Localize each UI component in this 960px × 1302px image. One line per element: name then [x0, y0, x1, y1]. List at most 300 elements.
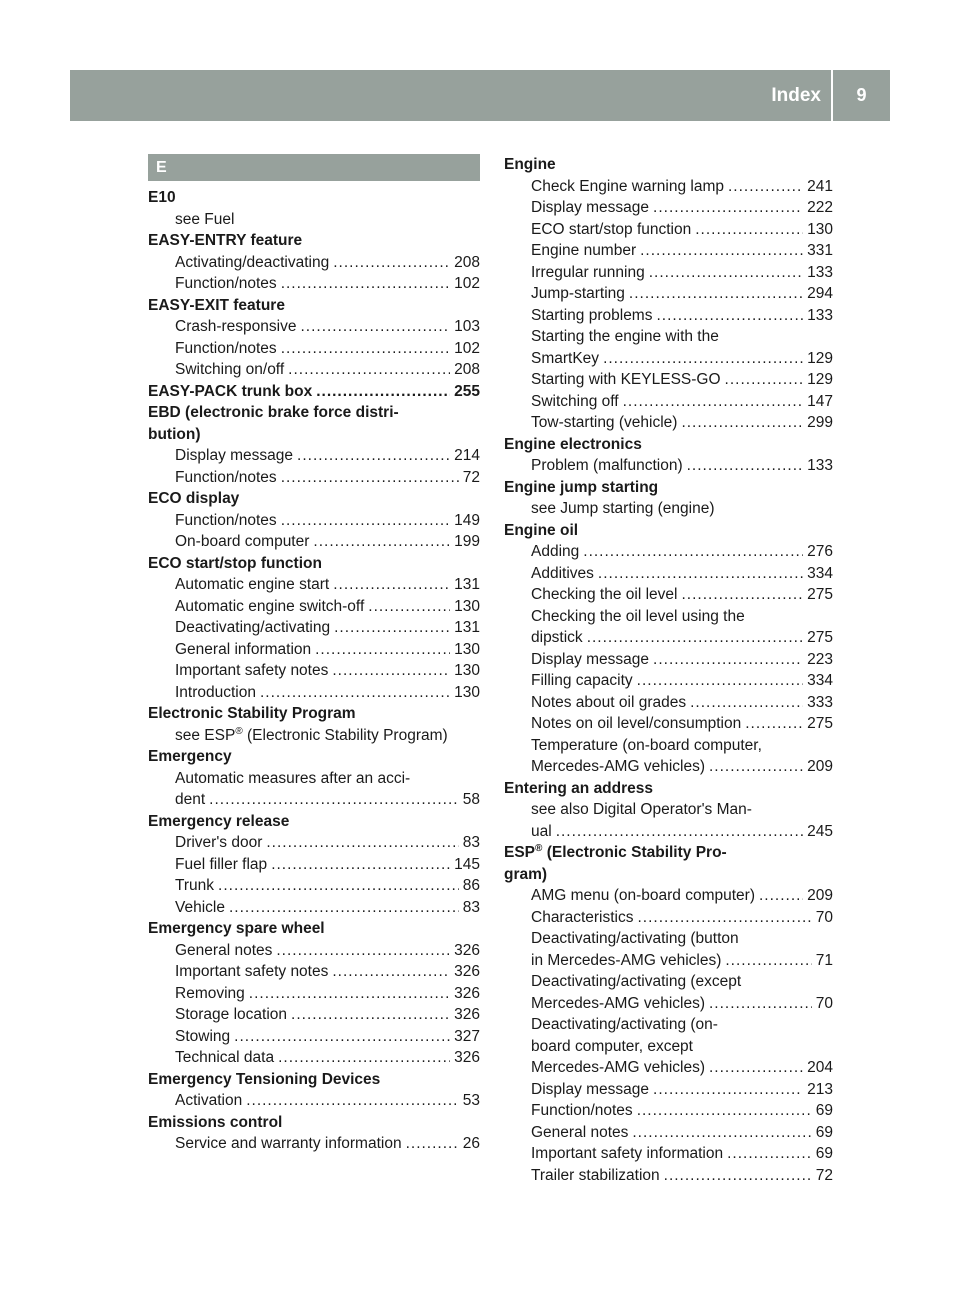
index-entry — [148, 1069, 480, 1112]
entry-text: Trunk — [175, 877, 215, 894]
entry-heading: Emergency — [148, 748, 232, 765]
sub-entry — [148, 832, 480, 854]
entry-text: Function/notes — [175, 275, 277, 292]
entry-heading: Emergency release — [148, 812, 290, 830]
leader-dots — [681, 412, 803, 434]
page-ref: 326 — [454, 1006, 480, 1023]
page-ref: 72 — [462, 468, 480, 486]
page-ref: 53 — [462, 1092, 480, 1109]
page-ref: 294 — [807, 285, 833, 302]
sub-entry — [504, 950, 833, 972]
sub-entry: see Fuel — [175, 210, 235, 228]
sub-entry — [504, 240, 833, 262]
leader-dots — [638, 907, 812, 929]
leader-dots — [316, 381, 450, 403]
entry-text: Function/notes — [175, 339, 277, 357]
sub-entry — [504, 1165, 833, 1187]
sub-entry — [504, 1057, 833, 1079]
entry-text: Storage location — [175, 1006, 288, 1023]
leader-dots — [368, 596, 450, 618]
page-ref: 72 — [815, 1166, 833, 1184]
leader-dots — [234, 1026, 450, 1048]
entry-heading: ESP® (Electronic Stability Pro- — [504, 842, 727, 861]
entry-heading: EASY-ENTRY feature — [148, 232, 303, 249]
entry-text: General information — [175, 640, 312, 658]
sub-entry — [504, 821, 833, 843]
entry-text: EASY-PACK trunk box — [148, 382, 313, 400]
page-ref: 130 — [807, 220, 833, 238]
leader-dots — [271, 854, 450, 876]
leader-dots — [276, 940, 450, 962]
leader-dots — [664, 1165, 812, 1187]
sub-entry: Starting the engine with the — [531, 328, 719, 345]
leader-dots — [291, 1004, 450, 1026]
sub-entry — [148, 574, 480, 596]
entry-heading: Engine oil — [504, 521, 579, 539]
entry-text: Notes on oil level/consumption — [531, 715, 742, 732]
leader-dots — [637, 670, 803, 692]
sub-entry — [504, 907, 833, 929]
entry-text: General notes — [531, 1123, 629, 1141]
page-ref: 275 — [807, 586, 833, 603]
entry-text: Switching on/off — [175, 361, 285, 378]
entry-text: Important safety notes — [175, 963, 329, 980]
entry-heading: Electronic Stability Program — [148, 705, 356, 722]
page-ref: 83 — [462, 834, 480, 851]
sub-entry — [148, 660, 480, 682]
page-ref: 208 — [454, 361, 480, 378]
sub-entry — [148, 682, 480, 704]
entry-text: Stowing — [175, 1027, 231, 1045]
page-ref: 209 — [807, 758, 833, 775]
entry-text: Activation — [175, 1092, 243, 1109]
entry-text: Automatic engine start — [175, 576, 330, 593]
page-ref: 129 — [807, 371, 833, 388]
entry-text: ECO start/stop function — [531, 220, 692, 238]
leader-dots — [583, 541, 803, 563]
page-ref: 58 — [462, 791, 480, 808]
page-ref: 331 — [807, 242, 833, 259]
entry-text: dipstick — [531, 629, 583, 646]
page-ref: 326 — [454, 1049, 480, 1066]
sub-entry — [148, 961, 480, 983]
header-title: Index — [771, 85, 821, 106]
entry-text: Function/notes — [175, 511, 277, 529]
leader-dots — [333, 252, 450, 274]
sub-entry — [148, 1133, 480, 1155]
entry-text: Starting problems — [531, 306, 653, 324]
sub-entry: board computer, except — [531, 1037, 693, 1055]
page-ref: 130 — [454, 597, 480, 615]
sub-entry — [504, 1100, 833, 1122]
leader-dots — [637, 1100, 812, 1122]
index-entry — [148, 295, 480, 381]
index-entry — [504, 434, 833, 477]
sub-entry — [504, 1143, 833, 1165]
section-letter: E — [148, 154, 480, 181]
entry-text: Display message — [531, 199, 650, 216]
leader-dots — [681, 584, 803, 606]
sub-entry: Checking the oil level using the — [531, 607, 745, 625]
entry-text: Notes about oil grades — [531, 693, 687, 711]
entry-heading — [148, 381, 480, 403]
page-ref: 334 — [807, 564, 833, 582]
entry-heading: Emergency spare wheel — [148, 920, 325, 937]
sub-entry — [148, 467, 480, 489]
page-ref: 69 — [815, 1123, 833, 1141]
entry-text: ual — [531, 822, 552, 840]
entry-text: Display message — [531, 650, 650, 668]
leader-dots — [246, 1090, 459, 1112]
sub-entry — [504, 455, 833, 477]
sub-entry — [504, 1079, 833, 1101]
leader-dots — [728, 176, 803, 198]
sub-entry — [504, 713, 833, 735]
entry-text: Activating/deactivating — [175, 253, 330, 271]
entry-text: Jump-starting — [531, 285, 625, 302]
entry-heading: Emergency Tensioning Devices — [148, 1070, 381, 1088]
leader-dots — [249, 983, 450, 1005]
sub-entry — [148, 617, 480, 639]
page-ref: 133 — [807, 306, 833, 324]
entry-text: Mercedes-AMG vehicles) — [531, 1059, 705, 1076]
entry-text: Deactivating/activating — [175, 619, 331, 636]
entry-text: Driver's door — [175, 834, 263, 851]
sub-entry — [148, 940, 480, 962]
page-ref: 130 — [454, 662, 480, 679]
page-ref: 70 — [815, 908, 833, 926]
index-entry — [148, 230, 480, 295]
leader-dots — [281, 273, 450, 295]
page-ref: 131 — [454, 619, 480, 636]
leader-dots — [313, 531, 450, 553]
entry-heading: Emissions control — [148, 1113, 283, 1131]
sub-entry — [504, 348, 833, 370]
sub-entry — [148, 273, 480, 295]
page-ref: 133 — [807, 457, 833, 474]
entry-text: SmartKey — [531, 349, 600, 367]
sub-entry — [148, 983, 480, 1005]
sub-entry — [504, 756, 833, 778]
index-entry — [504, 778, 833, 843]
page-ref: 129 — [807, 349, 833, 367]
index-entry — [148, 1112, 480, 1155]
entry-text: Tow-starting (vehicle) — [531, 414, 678, 431]
sub-entry — [148, 897, 480, 919]
entry-heading: Entering an address — [504, 779, 654, 797]
entry-heading: Engine jump starting — [504, 478, 659, 496]
page-ref: 333 — [807, 693, 833, 711]
entry-heading: Engine electronics — [504, 435, 642, 453]
leader-dots — [759, 885, 803, 907]
sub-entry — [504, 391, 833, 413]
leader-dots — [587, 627, 803, 649]
page-ref: 255 — [454, 382, 480, 400]
entry-text: Additives — [531, 564, 594, 582]
page-ref: 102 — [454, 275, 480, 292]
page-ref: 131 — [454, 576, 480, 593]
entry-heading: EBD (electronic brake force distri- — [148, 404, 399, 421]
leader-dots — [334, 617, 450, 639]
page-ref: 326 — [454, 941, 480, 959]
sub-entry: Deactivating/activating (except — [531, 973, 742, 990]
entry-heading: E10 — [148, 189, 176, 206]
leader-dots — [209, 789, 459, 811]
entry-text: Problem (malfunction) — [531, 457, 683, 474]
entry-text: Display message — [531, 1080, 650, 1098]
sub-entry — [504, 563, 833, 585]
leader-dots — [281, 510, 450, 532]
sub-entry — [504, 283, 833, 305]
sub-entry — [504, 262, 833, 284]
entry-heading-cont: gram) — [504, 865, 548, 883]
sub-entry — [504, 369, 833, 391]
leader-dots — [603, 348, 803, 370]
page-ref: 275 — [807, 629, 833, 646]
entry-text: Checking the oil level — [531, 586, 678, 603]
entry-text: Technical data — [175, 1049, 275, 1066]
leader-dots — [653, 649, 803, 671]
entry-text: Mercedes-AMG vehicles) — [531, 758, 705, 775]
page-ref: 222 — [807, 199, 833, 216]
sub-entry: see ESP® (Electronic Stability Program) — [175, 725, 448, 744]
sub-entry — [148, 445, 480, 467]
sub-entry — [504, 692, 833, 714]
header-bar — [70, 70, 890, 121]
index-entry — [504, 477, 833, 520]
leader-dots — [260, 682, 450, 704]
page-ref: 326 — [454, 984, 480, 1002]
leader-dots — [332, 961, 450, 983]
entry-text: General notes — [175, 941, 273, 959]
index-column-left — [148, 154, 480, 1155]
sub-entry: Automatic measures after an acci- — [175, 769, 411, 787]
entry-text: Adding — [531, 543, 580, 560]
sub-entry: see Jump starting (engine) — [531, 500, 715, 517]
page-ref: 130 — [454, 640, 480, 658]
leader-dots — [725, 369, 804, 391]
sub-entry — [148, 510, 480, 532]
entry-text: Characteristics — [531, 908, 634, 926]
page-ref: 245 — [807, 822, 833, 840]
sub-entry: Deactivating/activating (on- — [531, 1016, 718, 1033]
leader-dots — [333, 574, 450, 596]
sub-entry — [148, 1026, 480, 1048]
entry-text: Check Engine warning lamp — [531, 177, 724, 195]
page-ref: 147 — [807, 392, 833, 410]
leader-dots — [727, 1143, 812, 1165]
entry-text: Important safety information — [531, 1145, 724, 1162]
sub-entry — [148, 854, 480, 876]
page-ref: 86 — [462, 877, 480, 894]
sub-entry — [148, 1090, 480, 1112]
entry-text: Engine number — [531, 242, 637, 259]
entry-heading: Engine — [504, 156, 556, 173]
page-ref: 199 — [454, 533, 480, 550]
entry-text: dent — [175, 791, 206, 808]
sub-entry — [504, 219, 833, 241]
sub-entry — [504, 412, 833, 434]
left-entries — [148, 187, 480, 1155]
sub-entry — [148, 789, 480, 811]
entry-text: in Mercedes-AMG vehicles) — [531, 951, 722, 969]
entry-heading: EASY-EXIT feature — [148, 296, 285, 314]
leader-dots — [218, 875, 459, 897]
entry-text: Fuel filler flap — [175, 855, 268, 873]
leader-dots — [229, 897, 459, 919]
leader-dots — [266, 832, 458, 854]
page-ref: 334 — [807, 672, 833, 689]
leader-dots — [695, 219, 803, 241]
index-entry — [148, 187, 480, 230]
index-entry — [148, 553, 480, 704]
page-ref: 213 — [807, 1080, 833, 1098]
sub-entry — [148, 316, 480, 338]
leader-dots — [709, 993, 812, 1015]
leader-dots — [687, 455, 804, 477]
page-ref: 26 — [462, 1135, 480, 1152]
leader-dots — [623, 391, 804, 413]
index-column-right — [504, 154, 833, 1186]
index-entry — [504, 842, 833, 1186]
leader-dots — [745, 713, 803, 735]
page-ref: 83 — [462, 898, 480, 916]
index-entry — [148, 488, 480, 553]
page-ref: 130 — [454, 683, 480, 701]
entry-text: Mercedes-AMG vehicles) — [531, 994, 705, 1012]
entry-text: AMG menu (on-board computer) — [531, 887, 755, 904]
sub-entry — [148, 338, 480, 360]
sub-entry — [148, 1047, 480, 1069]
entry-text: On-board computer — [175, 533, 310, 550]
leader-dots — [315, 639, 450, 661]
index-entry — [148, 918, 480, 1069]
index-entry — [148, 746, 480, 811]
sub-entry — [148, 531, 480, 553]
sub-entry — [504, 176, 833, 198]
entry-text: Switching off — [531, 392, 619, 410]
sub-entry — [504, 649, 833, 671]
page-ref: 102 — [454, 339, 480, 357]
sub-entry — [504, 627, 833, 649]
sub-entry — [504, 541, 833, 563]
page-ref: 214 — [454, 447, 480, 464]
entry-text: Vehicle — [175, 898, 225, 916]
index-entry — [148, 381, 480, 403]
entry-text: Function/notes — [531, 1102, 633, 1119]
sub-entry: Deactivating/activating (button — [531, 930, 739, 947]
entry-text: Important safety notes — [175, 662, 329, 679]
leader-dots — [297, 445, 450, 467]
leader-dots — [709, 756, 803, 778]
leader-dots — [278, 1047, 450, 1069]
sub-entry — [148, 639, 480, 661]
leader-dots — [332, 660, 450, 682]
entry-text: Filling capacity — [531, 672, 633, 689]
page-ref: 69 — [815, 1102, 833, 1119]
entry-text: Trailer stabilization — [531, 1166, 660, 1184]
page-ref: 70 — [815, 994, 833, 1012]
leader-dots — [725, 950, 811, 972]
index-entry — [148, 703, 480, 746]
page-ref: 69 — [815, 1145, 833, 1162]
page-ref: 276 — [807, 543, 833, 560]
sub-entry — [504, 1122, 833, 1144]
leader-dots — [656, 305, 803, 327]
entry-text: Function/notes — [175, 468, 277, 486]
leader-dots — [709, 1057, 803, 1079]
leader-dots — [281, 338, 450, 360]
page-ref: 223 — [807, 650, 833, 668]
sub-entry — [504, 670, 833, 692]
index-entry — [148, 811, 480, 919]
entry-text: Automatic engine switch-off — [175, 597, 365, 615]
sub-entry — [148, 875, 480, 897]
index-entry — [148, 402, 480, 488]
leader-dots — [632, 1122, 811, 1144]
page-ref: 145 — [454, 855, 480, 873]
leader-dots — [300, 316, 450, 338]
index-entry — [504, 154, 833, 434]
sub-entry — [148, 252, 480, 274]
page-ref: 204 — [807, 1059, 833, 1076]
page-ref: 209 — [807, 887, 833, 904]
right-entries — [504, 154, 833, 1186]
page-ref: 149 — [454, 511, 480, 529]
entry-heading: ECO display — [148, 490, 240, 507]
entry-text: Crash-responsive — [175, 318, 297, 335]
entry-heading: ECO start/stop function — [148, 554, 322, 572]
sub-entry — [504, 197, 833, 219]
page-ref: 275 — [807, 715, 833, 732]
sub-entry — [148, 596, 480, 618]
leader-dots — [690, 692, 803, 714]
page-ref: 327 — [454, 1027, 480, 1045]
index-entry — [504, 520, 833, 778]
entry-text: Removing — [175, 984, 245, 1002]
page-ref: 103 — [454, 318, 480, 335]
page-ref: 133 — [807, 263, 833, 281]
entry-text: Service and warranty information — [175, 1135, 402, 1152]
leader-dots — [281, 467, 459, 489]
leader-dots — [629, 283, 803, 305]
sub-entry — [504, 305, 833, 327]
leader-dots — [556, 821, 803, 843]
page-ref: 299 — [807, 414, 833, 431]
page-ref: 71 — [815, 951, 833, 969]
page-ref: 241 — [807, 177, 833, 195]
sub-entry: Temperature (on-board computer, — [531, 736, 762, 754]
entry-text: Display message — [175, 447, 294, 464]
entry-text: Irregular running — [531, 263, 645, 281]
entry-text: Starting with KEYLESS-GO — [531, 371, 721, 388]
entry-text: Introduction — [175, 683, 256, 701]
sub-entry: see also Digital Operator's Man- — [531, 801, 752, 818]
page-ref: 326 — [454, 963, 480, 980]
leader-dots — [653, 197, 803, 219]
entry-heading-cont: bution) — [148, 425, 201, 443]
leader-dots — [598, 563, 803, 585]
leader-dots — [640, 240, 803, 262]
leader-dots — [653, 1079, 803, 1101]
sub-entry — [504, 885, 833, 907]
sub-entry — [504, 993, 833, 1015]
leader-dots — [288, 359, 450, 381]
page-number: 9 — [856, 85, 867, 105]
sub-entry — [148, 359, 480, 381]
page-ref: 208 — [454, 253, 480, 271]
sub-entry — [148, 1004, 480, 1026]
